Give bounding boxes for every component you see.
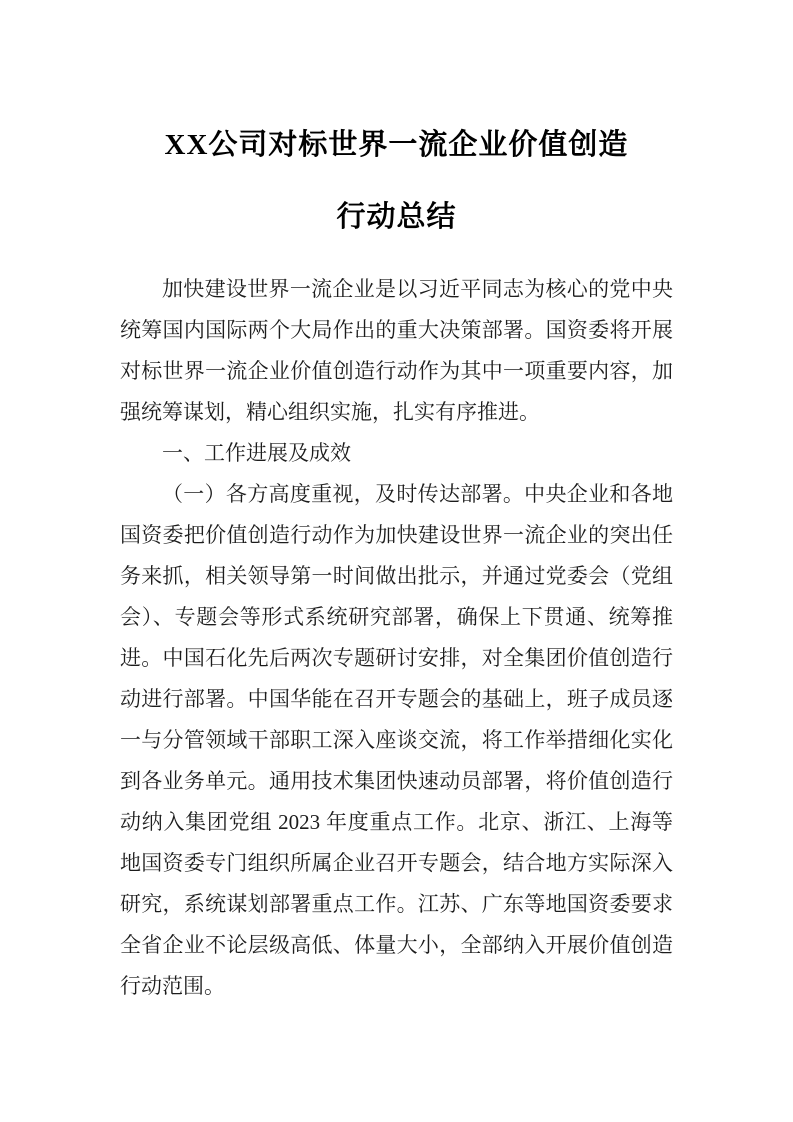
- paragraph-section-1: （一）各方高度重视，及时传达部署。中央企业和各地国资委把价值创造行动作为加快建设世界一流企业的突出任务来抓，相关领导第一时间做出批示，并通过党委会（党组会）、专题会等形式系统研究部署，确保上下贯通、统筹推进。中国石化先后两次专题研讨安排，对全集团价值创造行动进行部署。中国华能在召开专题会的基础上，班子成员逐一与分管领域干部职工深入座谈交流，将工作举措细化实化到各业务单元。通用技术集团快速动员部署，将价值创造行动纳入集团党组 2023 年度重点工作。北京、浙江、上海等地国资委专门组织所属企业召开专题会，结合地方实际深入研究，系统谋划部署重点工作。江苏、广东等地国资委要求全省企业不论层级高低、体量大小，全部纳入开展价值创造行动范围。: [120, 482, 673, 998]
- document-title: [120, 109, 673, 253]
- document-body: [120, 269, 673, 1007]
- section-heading: 一、工作进展及成效: [162, 441, 351, 465]
- document-title-line-2: 行动总结: [336, 201, 457, 233]
- document-title-line-1: XX公司对标世界一流企业价值创造: [164, 129, 629, 161]
- paragraph-intro: 加快建设世界一流企业是以习近平同志为核心的党中央统筹国内国际两个大局作出的重大决策部署。国资委将开展对标世界一流企业价值创造行动作为其中一项重要内容，加强统筹谋划，精心组织实施，扎实有序推进。: [120, 277, 673, 424]
